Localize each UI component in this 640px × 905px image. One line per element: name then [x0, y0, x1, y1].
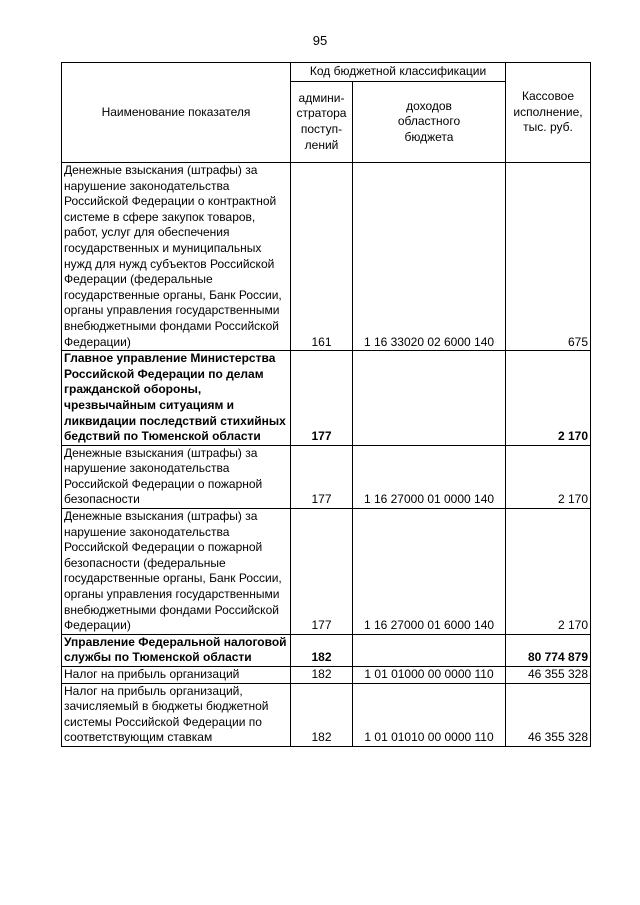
row-name: Управление Федеральной налоговой службы по Тюменской области	[62, 634, 291, 666]
row-admin-code: 182	[291, 667, 353, 684]
row-revenue-code	[353, 351, 506, 446]
row-amount: 80 774 879	[506, 634, 591, 666]
row-revenue-code	[353, 634, 506, 666]
row-revenue-code: 1 01 01000 00 0000 110	[353, 667, 506, 684]
budget-revenue-table	[61, 62, 591, 747]
row-admin-code: 182	[291, 683, 353, 746]
row-name: Главное управление Министерства Российской Федерации по делам гражданской обороны, чрезвычайным ситуациям и ликвидации последствий стихийных бедствий по Тюменской области	[62, 351, 291, 446]
row-revenue-code: 1 16 33020 02 6000 140	[353, 163, 506, 351]
header-cash-execution	[506, 63, 591, 163]
row-name: Денежные взыскания (штрафы) за нарушение законодательства Российской Федерации о пожарной безопасности (федеральные государственные органы, Банк России, органы управления государственными внебюджетными фондами Российской Федерации)	[62, 509, 291, 635]
table-row	[62, 445, 591, 508]
header-administrator-code	[291, 82, 353, 163]
row-amount: 2 170	[506, 351, 591, 446]
header-revenue-text: доходов областного бюджета	[397, 98, 461, 144]
table-row	[62, 667, 591, 684]
table-row	[62, 683, 591, 746]
row-amount: 46 355 328	[506, 683, 591, 746]
table-row	[62, 509, 591, 635]
row-admin-code: 177	[291, 351, 353, 446]
row-name: Налог на прибыль организаций	[62, 667, 291, 684]
row-amount: 2 170	[506, 445, 591, 508]
header-cash-execution-text: Кассовое исполнение, тыс. руб.	[513, 89, 583, 135]
table-row	[62, 163, 591, 351]
table-row	[62, 634, 591, 666]
table-row	[62, 351, 591, 446]
row-admin-code: 182	[291, 634, 353, 666]
header-budget-classification-code: Код бюджетной классификации	[291, 63, 506, 82]
row-revenue-code: 1 16 27000 01 0000 140	[353, 445, 506, 508]
page-number: 95	[312, 33, 328, 48]
header-revenue-code	[353, 82, 506, 163]
row-revenue-code: 1 01 01010 00 0000 110	[353, 683, 506, 746]
row-admin-code: 177	[291, 509, 353, 635]
row-name: Налог на прибыль организаций, зачисляемый в бюджеты бюджетной системы Российской Федерации по соответствующим ставкам	[62, 683, 291, 746]
row-name: Денежные взыскания (штрафы) за нарушение законодательства Российской Федерации о пожарной безопасности	[62, 445, 291, 508]
row-amount: 2 170	[506, 509, 591, 635]
header-administrator-text: админи- стратора поступ- лений	[296, 90, 347, 152]
row-admin-code: 161	[291, 163, 353, 351]
row-revenue-code: 1 16 27000 01 6000 140	[353, 509, 506, 635]
row-name: Денежные взыскания (штрафы) за нарушение законодательства Российской Федерации о контрактной системе в сфере закупок товаров, работ, услуг для обеспечения государственных и муниципальных нужд для нужд субъектов Российской Федерации (федеральные государственные органы, Банк России, органы управления государственными внебюджетными фондами Российской Федерации)	[62, 163, 291, 351]
header-indicator-name: Наименование показателя	[62, 63, 291, 163]
row-amount: 675	[506, 163, 591, 351]
row-admin-code: 177	[291, 445, 353, 508]
row-amount: 46 355 328	[506, 667, 591, 684]
